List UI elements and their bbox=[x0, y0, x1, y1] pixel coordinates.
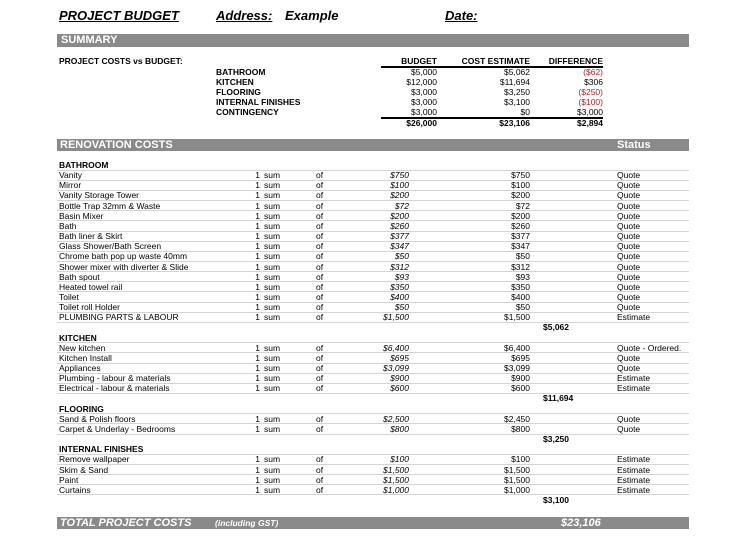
item-of: of bbox=[316, 352, 324, 363]
item-description: Chrome bath pop up waste 40mm bbox=[59, 251, 188, 262]
item-description: New kitchen bbox=[59, 342, 106, 353]
item-unit: sum bbox=[264, 180, 281, 191]
summary-row-estimate: $0 bbox=[520, 107, 530, 118]
status-column-label: Status bbox=[617, 139, 651, 151]
row-divider bbox=[57, 494, 689, 495]
item-status: Quote bbox=[617, 190, 641, 201]
item-quantity: 1 bbox=[255, 342, 260, 353]
item-of: of bbox=[316, 464, 324, 475]
summary-row-difference: $306 bbox=[584, 77, 603, 88]
item-quantity: 1 bbox=[255, 210, 260, 221]
item-status: Quote bbox=[617, 241, 641, 252]
item-amount: $1,500 bbox=[504, 474, 530, 485]
item-amount: $312 bbox=[511, 261, 530, 272]
section-heading: INTERNAL FINISHES bbox=[59, 444, 144, 455]
item-status: Quote bbox=[617, 413, 641, 424]
item-quantity: 1 bbox=[255, 373, 260, 384]
item-quantity: 1 bbox=[255, 474, 260, 485]
item-status: Quote bbox=[617, 261, 641, 272]
item-status: Estimate bbox=[617, 474, 651, 485]
item-rate: $3,099 bbox=[383, 363, 409, 373]
summary-row-estimate: $3,250 bbox=[504, 87, 530, 98]
item-description: Shower mixer with diverter & Slide bbox=[59, 261, 189, 272]
item-description: PLUMBING PARTS & LABOUR bbox=[59, 312, 179, 323]
item-amount: $800 bbox=[511, 423, 530, 434]
item-quantity: 1 bbox=[255, 251, 260, 262]
item-amount: $100 bbox=[511, 454, 530, 465]
item-rate: $900 bbox=[390, 373, 409, 384]
item-rate: $750 bbox=[390, 170, 409, 181]
item-description: Toilet bbox=[59, 291, 79, 302]
summary-row-estimate: $3,100 bbox=[504, 97, 530, 108]
item-quantity: 1 bbox=[255, 231, 260, 242]
item-quantity: 1 bbox=[255, 413, 260, 424]
item-quantity: 1 bbox=[255, 190, 260, 201]
item-of: of bbox=[316, 413, 324, 424]
item-amount: $100 bbox=[511, 180, 530, 191]
item-quantity: 1 bbox=[255, 302, 260, 313]
item-amount: $72 bbox=[515, 200, 530, 211]
summary-row-name: KITCHEN bbox=[216, 77, 254, 88]
summary-bar-label: SUMMARY bbox=[61, 34, 118, 46]
item-of: of bbox=[316, 170, 324, 181]
item-quantity: 1 bbox=[255, 454, 260, 465]
summary-col-budget: BUDGET bbox=[401, 56, 437, 66]
item-description: Bath bbox=[59, 220, 77, 231]
item-unit: sum bbox=[264, 291, 281, 302]
item-description: Heated towel rail bbox=[59, 281, 123, 292]
item-status: Quote bbox=[617, 271, 641, 282]
item-description: Paint bbox=[59, 474, 79, 485]
row-divider bbox=[57, 393, 689, 394]
item-quantity: 1 bbox=[255, 383, 260, 394]
item-of: of bbox=[316, 281, 324, 292]
summary-row-name: INTERNAL FINISHES bbox=[216, 97, 301, 108]
item-amount: $260 bbox=[511, 220, 530, 231]
address-label: Address: bbox=[216, 8, 273, 23]
item-unit: sum bbox=[264, 312, 281, 323]
item-unit: sum bbox=[264, 423, 281, 434]
item-quantity: 1 bbox=[255, 241, 260, 252]
item-unit: sum bbox=[264, 220, 281, 231]
item-of: of bbox=[316, 231, 324, 242]
item-description: Vanity Storage Tower bbox=[59, 190, 140, 201]
item-unit: sum bbox=[264, 302, 281, 313]
item-description: Electrical - labour & materials bbox=[59, 383, 170, 394]
item-quantity: 1 bbox=[255, 484, 260, 495]
item-unit: sum bbox=[264, 241, 281, 252]
total-bar bbox=[57, 517, 689, 529]
item-status: Estimate bbox=[617, 383, 651, 394]
item-rate: $1,500 bbox=[383, 474, 409, 485]
summary-row-difference: ($62) bbox=[583, 67, 603, 77]
item-rate: $93 bbox=[394, 271, 409, 282]
item-rate: $377 bbox=[390, 231, 409, 242]
date-label: Date: bbox=[445, 8, 478, 23]
item-unit: sum bbox=[264, 454, 281, 465]
item-quantity: 1 bbox=[255, 291, 260, 302]
item-unit: sum bbox=[264, 474, 281, 485]
summary-row-difference: ($100) bbox=[578, 97, 603, 108]
summary-row-budget: $3,000 bbox=[411, 87, 437, 98]
item-unit: sum bbox=[264, 271, 281, 282]
page-title: PROJECT BUDGET bbox=[59, 8, 179, 23]
item-description: Vanity bbox=[59, 170, 82, 181]
item-of: of bbox=[316, 220, 324, 231]
item-of: of bbox=[316, 261, 324, 272]
item-rate: $200 bbox=[390, 190, 409, 201]
summary-row-name: CONTINGENCY bbox=[216, 107, 279, 118]
item-description: Bath spout bbox=[59, 271, 100, 282]
item-amount: $50 bbox=[515, 302, 530, 313]
item-status: Quote bbox=[617, 220, 641, 231]
item-quantity: 1 bbox=[255, 423, 260, 434]
item-status: Quote bbox=[617, 251, 641, 262]
item-unit: sum bbox=[264, 342, 281, 353]
item-status: Quote bbox=[617, 210, 641, 221]
item-amount: $400 bbox=[511, 291, 530, 302]
item-rate: $1,000 bbox=[383, 484, 409, 495]
summary-row-name: BATHROOM bbox=[216, 67, 266, 77]
section-subtotal: $3,250 bbox=[543, 434, 569, 445]
item-amount: $1,500 bbox=[504, 312, 530, 323]
item-rate: $260 bbox=[390, 220, 409, 231]
item-status: Quote bbox=[617, 423, 641, 434]
summary-col-difference: DIFFERENCE bbox=[548, 56, 603, 66]
section-subtotal: $3,100 bbox=[543, 494, 569, 505]
item-amount: $3,099 bbox=[504, 363, 530, 373]
summary-row-budget: $5,000 bbox=[411, 67, 437, 77]
item-rate: $400 bbox=[390, 291, 409, 302]
item-description: Glass Shower/Bath Screen bbox=[59, 241, 162, 252]
item-unit: sum bbox=[264, 261, 281, 272]
item-amount: $200 bbox=[511, 190, 530, 201]
item-unit: sum bbox=[264, 484, 281, 495]
item-description: Carpet & Underlay - Bedrooms bbox=[59, 423, 176, 434]
item-unit: sum bbox=[264, 373, 281, 384]
item-description: Bath liner & Skirt bbox=[59, 231, 123, 242]
renovation-bar-label: RENOVATION COSTS bbox=[60, 139, 173, 151]
item-quantity: 1 bbox=[255, 352, 260, 363]
item-status: Estimate bbox=[617, 454, 651, 465]
item-of: of bbox=[316, 363, 324, 373]
item-of: of bbox=[316, 383, 324, 394]
item-status: Quote bbox=[617, 352, 641, 363]
item-description: Basin Mixer bbox=[59, 210, 104, 221]
item-amount: $600 bbox=[511, 383, 530, 394]
item-unit: sum bbox=[264, 383, 281, 394]
item-unit: sum bbox=[264, 352, 281, 363]
item-status: Quote - Ordered. bbox=[617, 342, 682, 353]
item-rate: $350 bbox=[390, 281, 409, 292]
item-description: Bottle Trap 32mm & Waste bbox=[59, 200, 161, 211]
section-heading: KITCHEN bbox=[59, 332, 97, 343]
item-unit: sum bbox=[264, 231, 281, 242]
item-quantity: 1 bbox=[255, 312, 260, 323]
item-status: Quote bbox=[617, 291, 641, 302]
item-rate: $600 bbox=[390, 383, 409, 394]
summary-row-budget: $12,000 bbox=[406, 77, 437, 88]
summary-bar bbox=[57, 34, 689, 47]
summary-row-budget: $3,000 bbox=[411, 107, 437, 118]
item-of: of bbox=[316, 241, 324, 252]
item-status: Estimate bbox=[617, 312, 651, 323]
item-rate: $100 bbox=[390, 454, 409, 465]
item-rate: $312 bbox=[390, 261, 409, 272]
item-of: of bbox=[316, 484, 324, 495]
item-status: Quote bbox=[617, 302, 641, 313]
item-unit: sum bbox=[264, 363, 281, 373]
item-of: of bbox=[316, 210, 324, 221]
item-quantity: 1 bbox=[255, 363, 260, 373]
item-unit: sum bbox=[264, 413, 281, 424]
summary-col-estimate: COST ESTIMATE bbox=[461, 56, 530, 66]
item-status: Quote bbox=[617, 363, 641, 373]
item-description: Toilet roll Holder bbox=[59, 302, 120, 313]
item-of: of bbox=[316, 302, 324, 313]
item-rate: $200 bbox=[390, 210, 409, 221]
item-amount: $1,000 bbox=[504, 484, 530, 495]
item-of: of bbox=[316, 251, 324, 262]
section-heading: FLOORING bbox=[59, 403, 104, 414]
item-amount: $50 bbox=[515, 251, 530, 262]
item-unit: sum bbox=[264, 210, 281, 221]
item-unit: sum bbox=[264, 251, 281, 262]
summary-total-difference: $2,894 bbox=[577, 118, 603, 128]
total-value: $23,106 bbox=[561, 517, 601, 529]
item-description: Plumbing - labour & materials bbox=[59, 373, 171, 384]
item-unit: sum bbox=[264, 281, 281, 292]
item-description: Sand & Polish floors bbox=[59, 413, 136, 424]
item-amount: $93 bbox=[515, 271, 530, 282]
summary-row-name: FLOORING bbox=[216, 87, 261, 98]
renovation-bar bbox=[57, 139, 689, 151]
item-rate: $1,500 bbox=[383, 464, 409, 475]
summary-row-difference: $3,000 bbox=[577, 107, 603, 118]
item-of: of bbox=[316, 291, 324, 302]
item-amount: $1,500 bbox=[504, 464, 530, 475]
summary-row-difference: ($250) bbox=[578, 87, 603, 98]
item-rate: $800 bbox=[390, 423, 409, 434]
item-unit: sum bbox=[264, 464, 281, 475]
item-description: Remove wallpaper bbox=[59, 454, 130, 465]
section-subtotal: $11,694 bbox=[543, 393, 574, 404]
item-status: Estimate bbox=[617, 464, 651, 475]
item-status: Quote bbox=[617, 200, 641, 211]
item-of: of bbox=[316, 190, 324, 201]
item-amount: $750 bbox=[511, 170, 530, 181]
item-unit: sum bbox=[264, 200, 281, 211]
item-of: of bbox=[316, 373, 324, 384]
section-subtotal: $5,062 bbox=[543, 322, 569, 333]
item-description: Skim & Sand bbox=[59, 464, 109, 475]
item-of: of bbox=[316, 200, 324, 211]
item-unit: sum bbox=[264, 190, 281, 201]
item-of: of bbox=[316, 423, 324, 434]
item-rate: $1,500 bbox=[383, 312, 409, 323]
item-description: Kitchen Install bbox=[59, 352, 112, 363]
item-status: Quote bbox=[617, 281, 641, 292]
total-label: TOTAL PROJECT COSTS bbox=[60, 517, 192, 529]
item-quantity: 1 bbox=[255, 200, 260, 211]
item-quantity: 1 bbox=[255, 281, 260, 292]
item-quantity: 1 bbox=[255, 170, 260, 181]
item-description: Curtains bbox=[59, 484, 91, 495]
item-unit: sum bbox=[264, 170, 281, 181]
item-status: Estimate bbox=[617, 373, 651, 384]
item-of: of bbox=[316, 180, 324, 191]
item-status: Quote bbox=[617, 231, 641, 242]
summary-total-budget: $26,000 bbox=[406, 118, 437, 128]
item-of: of bbox=[316, 454, 324, 465]
item-rate: $2,500 bbox=[383, 413, 409, 424]
summary-total-estimate: $23,106 bbox=[499, 118, 530, 128]
item-amount: $695 bbox=[511, 352, 530, 363]
row-divider bbox=[57, 434, 689, 435]
item-amount: $900 bbox=[511, 373, 530, 384]
total-note: (including GST) bbox=[215, 518, 279, 528]
item-status: Estimate bbox=[617, 484, 651, 495]
item-of: of bbox=[316, 474, 324, 485]
item-quantity: 1 bbox=[255, 261, 260, 272]
item-amount: $350 bbox=[511, 281, 530, 292]
summary-row-budget: $3,000 bbox=[411, 97, 437, 108]
item-rate: $100 bbox=[390, 180, 409, 191]
item-rate: $72 bbox=[394, 200, 409, 211]
summary-row-label: PROJECT COSTS vs BUDGET: bbox=[59, 56, 183, 66]
item-description: Appliances bbox=[59, 363, 101, 373]
item-of: of bbox=[316, 271, 324, 282]
summary-row-estimate: $5,062 bbox=[504, 67, 530, 77]
address-value: Example bbox=[285, 8, 339, 23]
item-quantity: 1 bbox=[255, 180, 260, 191]
item-amount: $6,400 bbox=[504, 342, 530, 353]
item-description: Mirror bbox=[59, 180, 82, 191]
item-of: of bbox=[316, 312, 324, 323]
item-amount: $2,450 bbox=[504, 413, 530, 424]
summary-row-estimate: $11,694 bbox=[499, 77, 530, 88]
row-divider bbox=[57, 322, 689, 323]
item-rate: $347 bbox=[390, 241, 409, 252]
item-status: Quote bbox=[617, 180, 641, 191]
item-amount: $200 bbox=[511, 210, 530, 221]
item-quantity: 1 bbox=[255, 271, 260, 282]
item-amount: $347 bbox=[511, 241, 530, 252]
item-of: of bbox=[316, 342, 324, 353]
section-heading: BATHROOM bbox=[59, 160, 109, 170]
item-quantity: 1 bbox=[255, 220, 260, 231]
item-rate: $50 bbox=[394, 251, 409, 262]
item-quantity: 1 bbox=[255, 464, 260, 475]
item-amount: $377 bbox=[511, 231, 530, 242]
item-rate: $6,400 bbox=[383, 342, 409, 353]
item-rate: $695 bbox=[390, 352, 409, 363]
item-rate: $50 bbox=[394, 302, 409, 313]
item-status: Quote bbox=[617, 170, 641, 181]
